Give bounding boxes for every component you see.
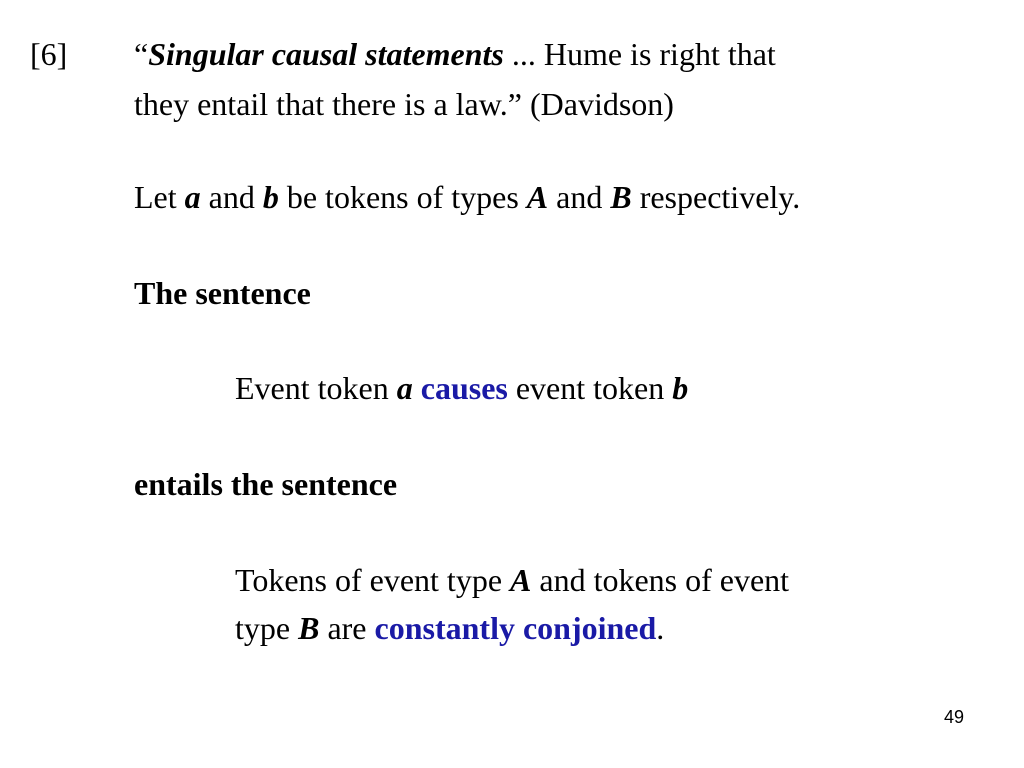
page-number: 49 [943,707,964,727]
constantly-conjoined-highlight: constantly conjoined [374,610,657,646]
causes-highlight: causes [420,370,508,406]
quote-title: Singular causal statements [148,36,504,72]
heading-entails: entails the sentence [134,466,398,502]
let-text: and [548,179,611,215]
type-A: A [526,179,549,215]
event-text: Event token [235,370,397,406]
token-a: a [396,370,413,406]
token-b: b [262,179,279,215]
token-a: a [184,179,201,215]
let-text: respectively. [631,179,801,215]
tokens-text: are [319,610,375,646]
event-text: event token [507,370,673,406]
type-A: A [510,562,532,598]
item-number: [6] [30,36,68,72]
tokens-text: and tokens of event [531,562,790,598]
let-line [134,173,800,221]
quote-line-1 [134,30,776,78]
tokens-text: . [656,610,665,646]
event-text [413,370,421,406]
event-line [235,364,688,412]
quote-line-2: they entail that there is a law.” (Davidson) [134,86,674,122]
token-b: b [672,370,689,406]
type-B: B [610,179,632,215]
quote-line-1-rest: ... Hume is right that [503,36,776,72]
tokens-text: Tokens of event type [235,562,511,598]
heading-the-sentence: The sentence [134,275,311,311]
let-text: be tokens of types [278,179,527,215]
open-quote: “ [134,36,149,72]
tokens-line-1 [235,556,789,604]
let-text: Let [134,179,185,215]
tokens-line-2 [235,604,664,652]
let-text: and [200,179,263,215]
tokens-text: type [235,610,299,646]
type-B: B [298,610,320,646]
